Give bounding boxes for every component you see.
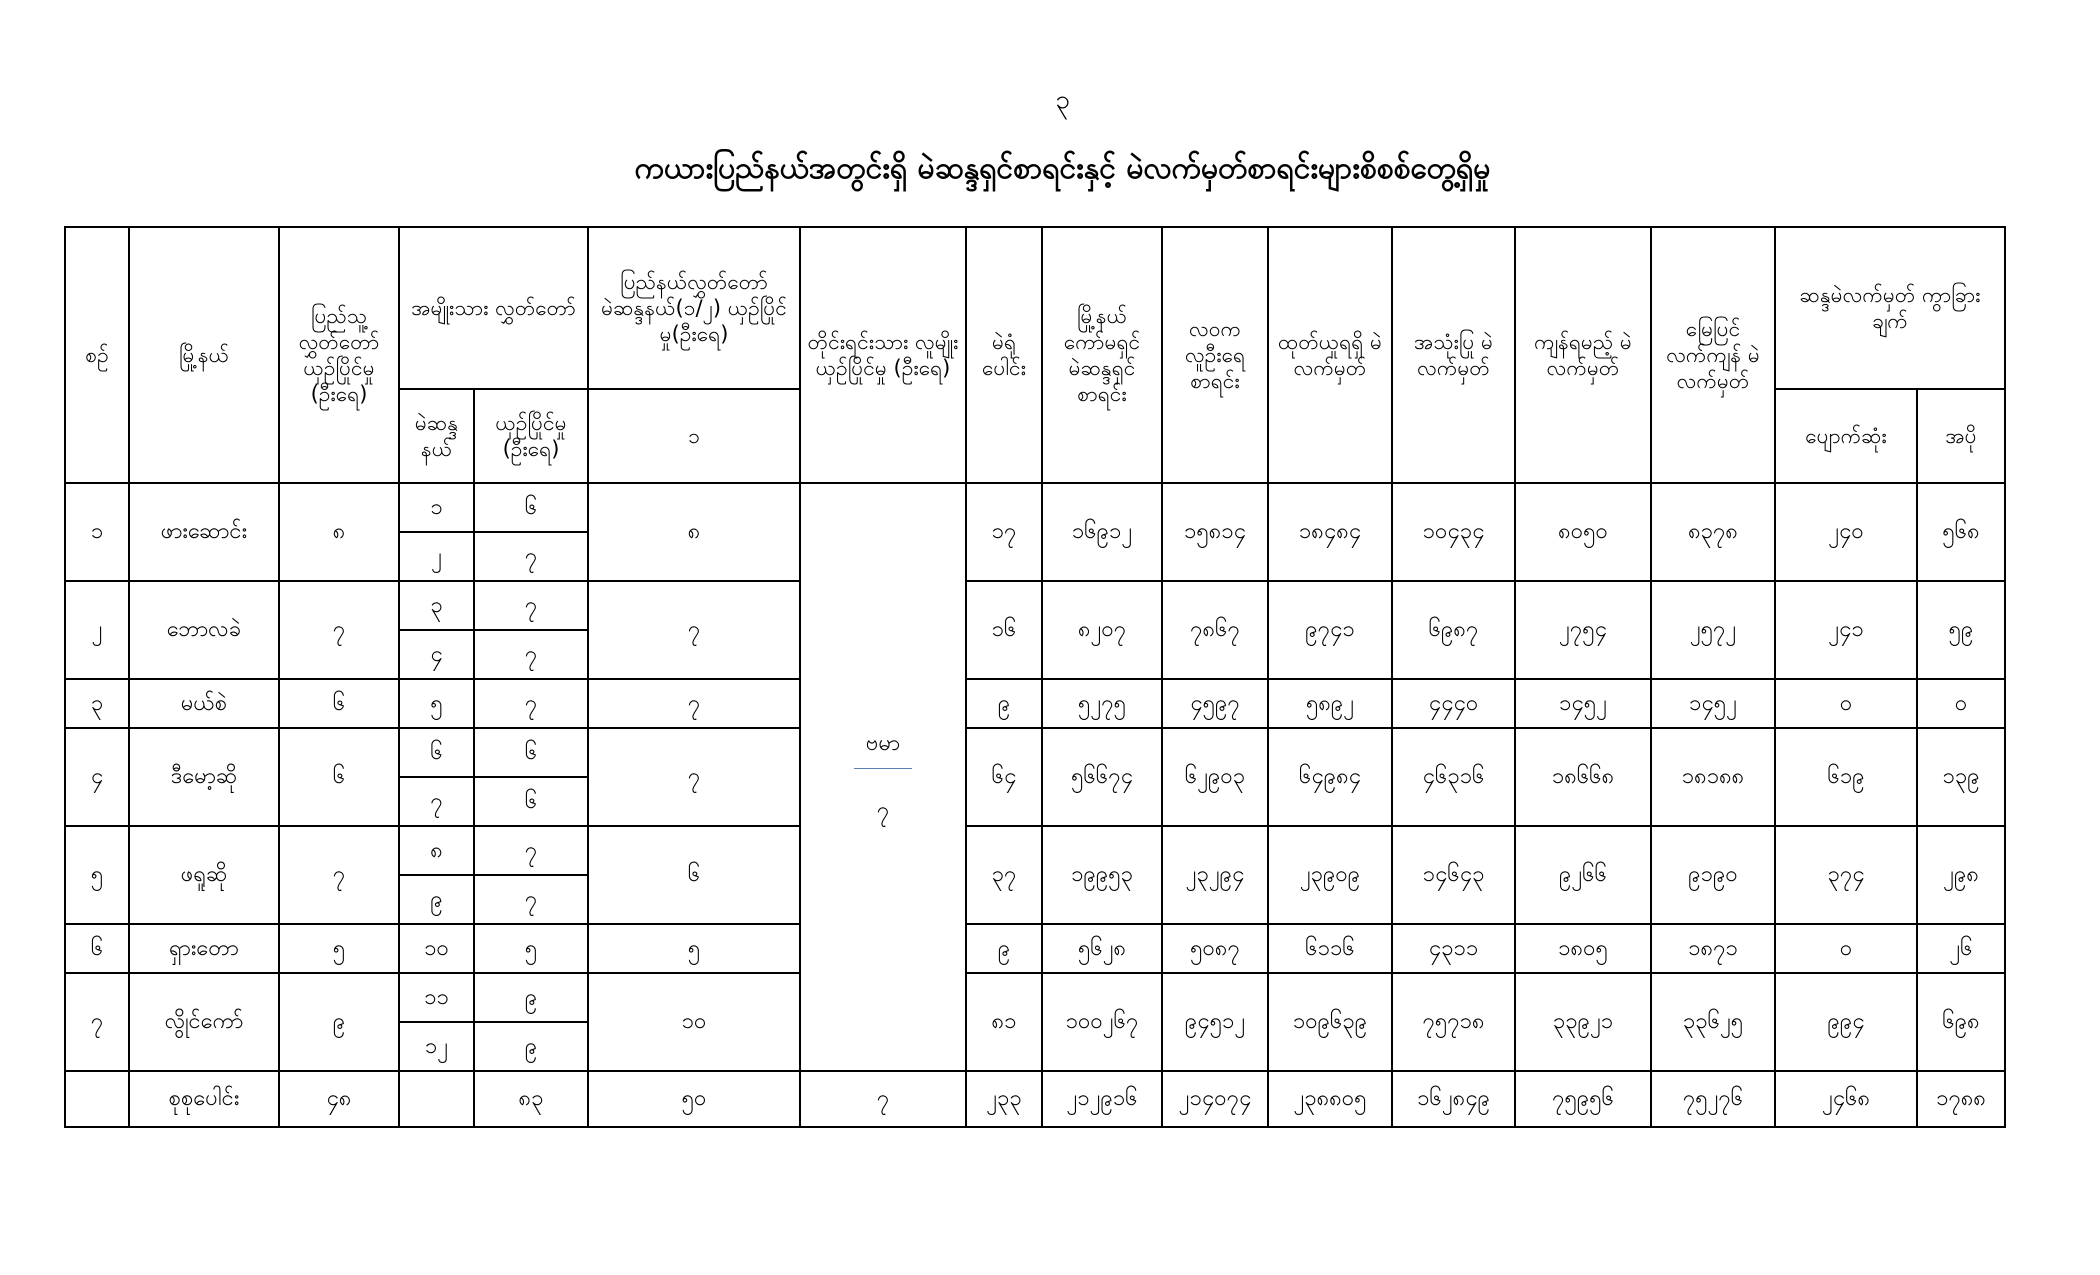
cell-printed: ၅၈၉၂ [1268,679,1392,728]
col-header-state-1: ၁ [588,389,800,483]
cell-remaining: ၉၂၆၆ [1515,826,1651,924]
cell-missing: ၂၄၀ [1775,483,1917,581]
cell-pyithu: ၉ [279,973,399,1071]
cell-returned: ၉၁၉၀ [1651,826,1775,924]
cell-amyotha-constituency: ၁၀ [399,924,474,973]
cell-pyithu: ၈ [279,483,399,581]
cell-amyotha-contest: ၇ [474,826,588,875]
total-row [65,1071,2005,1127]
cell-excess: ၁၃၉ [1917,728,2005,826]
cell-amyotha-contest: ၅ [474,924,588,973]
cell-no: ၁ [65,483,129,581]
cell-returned: ၂၅၇၂ [1651,581,1775,679]
col-header-printed: ထုတ်ယူရရှိ မဲလက်မှတ် [1268,227,1392,483]
cell-population: ၇၈၆၇ [1162,581,1268,679]
cell-used: ၄၆၃၁၆ [1392,728,1515,826]
col-header-stations: မဲရုံ ပေါင်း [966,227,1042,483]
cell-remaining: ၁၈၆၆၈ [1515,728,1651,826]
cell-township: လွိုင်ကော် [129,973,279,1071]
cell-township: ဘောလခဲ [129,581,279,679]
cell-amyotha-constituency: ၅ [399,679,474,728]
col-header-population: လဝက လူဦးရေ စာရင်း [1162,227,1268,483]
cell-printed: ၁၀၉၆၃၉ [1268,973,1392,1071]
cell-amyotha-constituency: ၈ [399,826,474,875]
cell-missing: ၆၁၉ [1775,728,1917,826]
cell-township: ဒီမော့ဆို [129,728,279,826]
cell-stations: ၉ [966,924,1042,973]
cell-amyotha-constituency: ၇ [399,777,474,826]
total-pyithu: ၄၈ [279,1071,399,1127]
total-state-1: ၅၀ [588,1071,800,1127]
col-header-remaining: ကျန်ရမည့် မဲလက်မှတ် [1515,227,1651,483]
cell-amyotha-contest: ၇ [474,875,588,924]
cell-returned: ၈၃၇၈ [1651,483,1775,581]
cell-voters: ၅၂၇၅ [1042,679,1162,728]
cell-used: ၆၉၈၇ [1392,581,1515,679]
cell-returned: ၁၄၅၂ [1651,679,1775,728]
cell-printed: ၆၁၁၆ [1268,924,1392,973]
page-title: ကယားပြည်နယ်အတွင်းရှိ မဲဆန္ဒရှင်စာရင်းနှင့် မဲလက်မှတ်စာရင်းများစိစစ်တွေ့ရှိမှု [634,151,1491,186]
ballot-table [64,226,2006,1128]
col-header-state: ပြည်နယ်လွှတ်တော် မဲဆန္ဒနယ်(၁/၂) ယှဉ်ပြိုင်မှု(ဦးရေ) [588,227,800,389]
cell-printed: ၂၃၉၀၉ [1268,826,1392,924]
cell-no: ၅ [65,826,129,924]
cell-population: ၆၂၉၀၃ [1162,728,1268,826]
cell-voters: ၅၆၂၈ [1042,924,1162,973]
cell-excess: ၀ [1917,679,2005,728]
cell-voters: ၁၀၀၂၆၇ [1042,973,1162,1071]
cell-amyotha-contest: ၆ [474,777,588,826]
total-excess: ၁၇၈၈ [1917,1071,2005,1127]
cell-state-1: ၁၀ [588,973,800,1071]
cell-stations: ၉ [966,679,1042,728]
cell-no-empty [65,1071,129,1127]
cell-township: ရှားတော [129,924,279,973]
cell-voters: ၅၆၆၇၄ [1042,728,1162,826]
cell-voters: ၈၂၀၇ [1042,581,1162,679]
cell-stations: ၆၄ [966,728,1042,826]
cell-pyithu: ၇ [279,581,399,679]
cell-printed: ၉၇၄၁ [1268,581,1392,679]
col-header-used: အသုံးပြု မဲလက်မှတ် [1392,227,1515,483]
cell-missing: ၃၇၄ [1775,826,1917,924]
cell-no: ၃ [65,679,129,728]
cell-amyotha-contest: ၇ [474,581,588,630]
col-header-ethnic: တိုင်းရင်းသား လူမျိုး ယှဉ်ပြိုင်မှု (ဦးရေ) [800,227,966,483]
col-header-amyotha: အမျိုးသား လွှတ်တော် [399,227,588,389]
col-header-amyotha-contest: ယှဉ်ပြိုင်မှု (ဦးရေ) [474,389,588,483]
cell-amyotha-contest: ၆ [474,483,588,532]
cell-state-1: ၇ [588,728,800,826]
ethnic-group-label: ဗမာ [854,730,912,769]
header-row [65,227,2005,389]
cell-state-1: ၇ [588,679,800,728]
cell-used: ၁၀၄၃၄ [1392,483,1515,581]
cell-township: ဖားဆောင်း [129,483,279,581]
total-label: စုစုပေါင်း [129,1071,279,1127]
col-header-pyithu: ပြည်သူ့ လွှတ်တော် ယှဉ်ပြိုင်မှု (ဦးရေ) [279,227,399,483]
total-printed: ၂၃၈၈၀၅ [1268,1071,1392,1127]
table-row [65,679,2005,728]
total-population: ၂၁၄၀၇၄ [1162,1071,1268,1127]
ethnic-contest-count: ၇ [876,797,890,823]
cell-pyithu: ၆ [279,679,399,728]
col-header-township: မြို့နယ် [129,227,279,483]
col-header-voters: မြို့နယ် ကော်မရှင် မဲဆန္ဒရှင် စာရင်း [1042,227,1162,483]
cell-population: ၉၄၅၁၂ [1162,973,1268,1071]
cell-pyithu: ၇ [279,826,399,924]
cell-returned: ၃၃၆၂၅ [1651,973,1775,1071]
page-number: ၃ [1055,85,1070,115]
cell-no: ၆ [65,924,129,973]
cell-stations: ၈၁ [966,973,1042,1071]
cell-remaining: ၈၀၅၀ [1515,483,1651,581]
cell-excess: ၅၉ [1917,581,2005,679]
total-constituency [399,1071,474,1127]
cell-amyotha-contest: ၇ [474,630,588,679]
cell-amyotha-constituency: ၁ [399,483,474,532]
cell-amyotha-constituency: ၁၁ [399,973,474,1022]
cell-stations: ၃၇ [966,826,1042,924]
cell-remaining: ၁၈၀၅ [1515,924,1651,973]
cell-remaining: ၃၃၉၂၁ [1515,973,1651,1071]
table-row [65,581,2005,630]
cell-state-1: ၇ [588,581,800,679]
table-row [65,973,2005,1022]
cell-missing: ၀ [1775,679,1917,728]
cell-stations: ၁၇ [966,483,1042,581]
cell-ethnic-merged [800,483,966,1071]
col-header-returned: မြေပြင် လက်ကျန် မဲလက်မှတ် [1651,227,1775,483]
total-missing: ၂၄၆၈ [1775,1071,1917,1127]
cell-printed: ၆၄၉၈၄ [1268,728,1392,826]
cell-no: ၄ [65,728,129,826]
cell-amyotha-constituency: ၄ [399,630,474,679]
cell-excess: ၆၉၈ [1917,973,2005,1071]
total-ethnic: ၇ [800,1071,966,1127]
cell-missing: ၉၉၄ [1775,973,1917,1071]
cell-population: ၂၃၂၉၄ [1162,826,1268,924]
total-voters: ၂၁၂၉၁၆ [1042,1071,1162,1127]
cell-remaining: ၁၄၅၂ [1515,679,1651,728]
cell-amyotha-contest: ၇ [474,679,588,728]
cell-amyotha-contest: ၉ [474,1022,588,1071]
cell-no: ၇ [65,973,129,1071]
cell-missing: ၂၄၁ [1775,581,1917,679]
cell-amyotha-constituency: ၉ [399,875,474,924]
cell-township: ဖရူဆို [129,826,279,924]
cell-printed: ၁၈၄၈၄ [1268,483,1392,581]
cell-pyithu: ၆ [279,728,399,826]
col-header-excess: အပို [1917,389,2005,483]
cell-used: ၁၄၆၄၃ [1392,826,1515,924]
cell-excess: ၂၉၈ [1917,826,2005,924]
cell-returned: ၁၈၁၈၈ [1651,728,1775,826]
cell-state-1: ၆ [588,826,800,924]
cell-used: ၄၄၄၀ [1392,679,1515,728]
cell-no: ၂ [65,581,129,679]
table-row [65,924,2005,973]
cell-excess: ၂၆ [1917,924,2005,973]
cell-amyotha-contest: ၇ [474,532,588,581]
table-row [65,826,2005,875]
cell-amyotha-constituency: ၃ [399,581,474,630]
col-header-amyotha-constituency: မဲဆန္ဒ နယ် [399,389,474,483]
total-stations: ၂၃၃ [966,1071,1042,1127]
cell-amyotha-constituency: ၆ [399,728,474,777]
cell-voters: ၁၆၉၁၂ [1042,483,1162,581]
cell-township: မယ်စဲ [129,679,279,728]
total-returned: ၇၅၂၇၆ [1651,1071,1775,1127]
cell-pyithu: ၅ [279,924,399,973]
cell-amyotha-contest: ၉ [474,973,588,1022]
cell-excess: ၅၆၈ [1917,483,2005,581]
col-header-discrepancy: ဆန္ဒမဲလက်မှတ် ကွာခြားချက် [1775,227,2005,389]
cell-voters: ၁၉၉၅၃ [1042,826,1162,924]
total-remaining: ၇၅၉၅၆ [1515,1071,1651,1127]
cell-missing: ၀ [1775,924,1917,973]
cell-returned: ၁၈၇၁ [1651,924,1775,973]
cell-amyotha-constituency: ၂ [399,532,474,581]
cell-used: ၄၃၁၁ [1392,924,1515,973]
cell-population: ၅၀၈၇ [1162,924,1268,973]
cell-remaining: ၂၇၅၄ [1515,581,1651,679]
cell-population: ၄၅၉၇ [1162,679,1268,728]
cell-state-1: ၈ [588,483,800,581]
col-header-no: စဉ် [65,227,129,483]
col-header-missing: ပျောက်ဆုံး [1775,389,1917,483]
cell-amyotha-constituency: ၁၂ [399,1022,474,1071]
table-row [65,728,2005,777]
cell-population: ၁၅၈၁၄ [1162,483,1268,581]
cell-amyotha-contest: ၆ [474,728,588,777]
cell-state-1: ၅ [588,924,800,973]
cell-stations: ၁၆ [966,581,1042,679]
total-contest: ၈၃ [474,1071,588,1127]
table-row [65,483,2005,532]
total-used: ၁၆၂၈၄၉ [1392,1071,1515,1127]
cell-used: ၇၅၇၁၈ [1392,973,1515,1071]
